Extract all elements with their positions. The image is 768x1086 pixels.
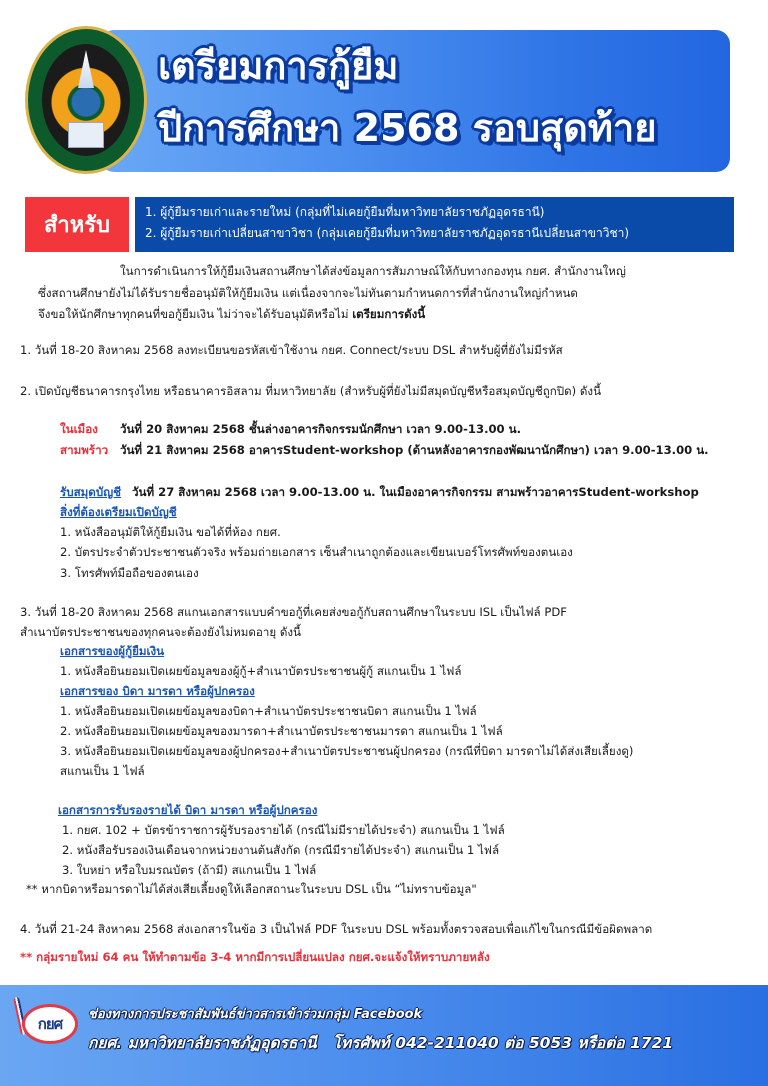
- borrower-doc-item: 1. หนังสือยินยอมเปิดเผยข้อมูลของผู้กู้+สำเนาบัตรประชาชนผู้กู้ สแกนเป็น 1 ไฟล์: [60, 664, 462, 678]
- prepare-item: 1. หนังสืออนุมัติให้กู้ยืมเงิน ขอได้ที่ห้อง กยศ.: [60, 525, 281, 539]
- contact-line: [88, 1030, 673, 1055]
- step-2: 2. เปิดบัญชีธนาคารกรุงไทย หรือธนาคารอิสลาม ที่มหาวิทยาลัย (สำหรับผู้ที่ยังไม่มีสมุดบัญชีหรือสมุดบัญชีถูกปิด) ดังนี้: [20, 384, 602, 398]
- pickup-row: [60, 484, 699, 501]
- campus-row: [60, 442, 709, 459]
- campus-detail: วันที่ 20 สิงหาคม 2568 ชั้นล่างอาคารกิจกรรมนักศึกษา เวลา 9.00-13.00 น.: [120, 422, 521, 436]
- step-1: 1. วันที่ 18-20 สิงหาคม 2568 ลงทะเบียนขอรหัสเข้าใช้งาน กยศ. Connect/ระบบ DSL สำหรับผู้ที่ยังไม่มีรหัส: [20, 343, 563, 357]
- seal-base-icon: [68, 122, 104, 148]
- step-3: 3. วันที่ 18-20 สิงหาคม 2568 สแกนเอกสารแบบคำขอกู้ที่เคยส่งขอกู้กับสถานศึกษาในระบบ ISL เป็นไฟล์ PDF: [20, 605, 567, 619]
- intro-line: ในการดำเนินการให้กู้ยืมเงินสถานศึกษาได้ส่งข้อมูลการสัมภาษณ์ให้กับทางกองทุน กยศ. สำนักงานใหญ่: [120, 264, 626, 278]
- step-4: 4. วันที่ 21-24 สิงหาคม 2568 ส่งเอกสารในข้อ 3 เป็นไฟล์ PDF ในระบบ DSL พร้อมทั้งตรวจสอบเพื่อแก้ไขในกรณีมีข้อผิดพลาด: [20, 922, 653, 936]
- income-doc-item: 1. กยศ. 102 + บัตรข้าราชการผู้รับรองรายได้ (กรณีไม่มีรายได้ประจำ) สแกนเป็น 1 ไฟล์: [62, 823, 505, 837]
- campus-row: [60, 421, 521, 438]
- prepare-heading: สิ่งที่ต้องเตรียมเปิดบัญชี: [60, 505, 177, 519]
- pagoda-icon: [78, 50, 94, 88]
- parent-doc-item: 1. หนังสือยินยอมเปิดเผยข้อมูลของบิดา+สำเนาบัตรประชาชนบิดา สแกนเป็น 1 ไฟล์: [60, 704, 477, 718]
- parent-doc-item-cont: สแกนเป็น 1 ไฟล์: [60, 764, 145, 778]
- campus-name: สามพร้าว: [60, 443, 109, 457]
- page-title-line2: ปีการศึกษา 2568 รอบสุดท้าย: [158, 106, 657, 150]
- intro-line: [38, 306, 425, 323]
- university-logo: [25, 26, 147, 174]
- parent-doc-item: 2. หนังสือยินยอมเปิดเผยข้อมูลของมารดา+สำเนาบัตรประชาชนมารดา สแกนเป็น 1 ไฟล์: [60, 724, 503, 738]
- income-doc-item: 2. หนังสือรับรองเงินเดือนจากหน่วยงานต้นสังกัด (กรณีมีรายได้ประจำ) สแกนเป็น 1 ไฟล์: [62, 843, 500, 857]
- page-title-line1: เตรียมการกู้ยืม: [158, 44, 399, 88]
- phone-number: โทรศัพท์ 042-211040 ต่อ 5053 หรือต่อ 1721: [332, 1034, 674, 1052]
- income-docs-heading: เอกสารการรับรองรายได้ บิดา มารดา หรือผู้ปกครอง: [58, 803, 318, 817]
- pickup-detail: วันที่ 27 สิงหาคม 2568 เวลา 9.00-13.00 น. ในเมืองอาคารกิจกรรม สามพร้าวอาคารStudent-workshop: [132, 485, 699, 499]
- step-3-cont: สำเนาบัตรประชาชนของทุกคนจะต้องยังไม่หมดอายุ ดังนี้: [20, 625, 301, 639]
- parent-docs-heading: เอกสารของ บิดา มารดา หรือผู้ปกครอง: [60, 684, 255, 698]
- campus-detail: วันที่ 21 สิงหาคม 2568 อาคารStudent-workshop (ด้านหลังอาคารกองพัฒนานักศึกษา) เวลา 9.00-13.00 น.: [120, 443, 709, 457]
- for-target-list: [135, 197, 734, 252]
- footer-contact-bar: [0, 985, 768, 1086]
- intro-line: ซึ่งสถานศึกษายังไม่ได้รับรายชื่ออนุมัติให้กู้ยืมเงิน แต่เนื่องจากจะไม่ทันตามกำหนดการที่สำนักงานใหญ่กำหนด: [38, 286, 578, 300]
- parent-doc-item: 3. หนังสือยินยอมเปิดเผยข้อมูลของผู้ปกครอง+สำเนาบัตรประชาชนผู้ปกครอง (กรณีที่บิดา มารดาไม่ได้ส่งเสียเลี้ยงดู): [60, 744, 634, 758]
- for-label: สำหรับ: [25, 197, 129, 252]
- for-item: 2. ผู้กู้ยืมรายเก่าเปลี่ยนสาขาวิชา (กลุ่มเคยกู้ยืมที่มหาวิทยาลัยราชภัฏอุดรธานีเปลี่ยนสาขาวิชา): [145, 226, 630, 240]
- status-note: ** หากบิดาหรือมารดาไม่ได้ส่งเสียเลี้ยงดูให้เลือกสถานะในระบบ DSL เป็น “ไม่ทราบข้อมูล": [26, 882, 477, 896]
- university-seal-icon: [42, 44, 130, 156]
- prepare-item: 2. บัตรประจำตัวประชาชนตัวจริง พร้อมถ่ายเอกสาร เซ็นสำเนาถูกต้องและเขียนเบอร์โทรศัพท์ของตนเอง: [60, 545, 573, 559]
- office-name: กยศ. มหาวิทยาลัยราชภัฏอุดรธานี: [88, 1034, 317, 1052]
- borrower-docs-heading: เอกสารของผู้กู้ยืมเงิน: [60, 644, 165, 658]
- kyosor-logo: [22, 1004, 78, 1044]
- for-item: 1. ผู้กู้ยืมรายเก่าและรายใหม่ (กลุ่มที่ไม่เคยกู้ยืมที่มหาวิทยาลัยราชภัฏอุดรธานี): [145, 205, 545, 219]
- intro-emphasis: เตรียมการดังนี้: [352, 307, 426, 321]
- new-group-warning: ** กลุ่มรายใหม่ 64 คน ให้ทำตามข้อ 3-4 หากมีการเปลี่ยนแปลง กยศ.จะแจ้งให้ทราบภายหลัง: [20, 950, 490, 964]
- income-doc-item: 3. ใบหย่า หรือใบมรณบัตร (ถ้ามี) สแกนเป็น 1 ไฟล์: [62, 863, 317, 877]
- intro-text: จึงขอให้นักศึกษาทุกคนที่ขอกู้ยืมเงิน ไม่ว่าจะได้รับอนุมัติหรือไม่: [38, 307, 353, 321]
- kyosor-logo-text: กยศ: [37, 1015, 63, 1033]
- prepare-item: 3. โทรศัพท์มือถือของตนเอง: [60, 566, 199, 580]
- campus-name: ในเมือง: [60, 422, 98, 436]
- pickup-label: รับสมุดบัญชี: [60, 485, 121, 499]
- facebook-group-line: ช่องทางการประชาสัมพันธ์ข่าวสารเข้าร่วมกลุ่ม Facebook: [88, 1007, 423, 1022]
